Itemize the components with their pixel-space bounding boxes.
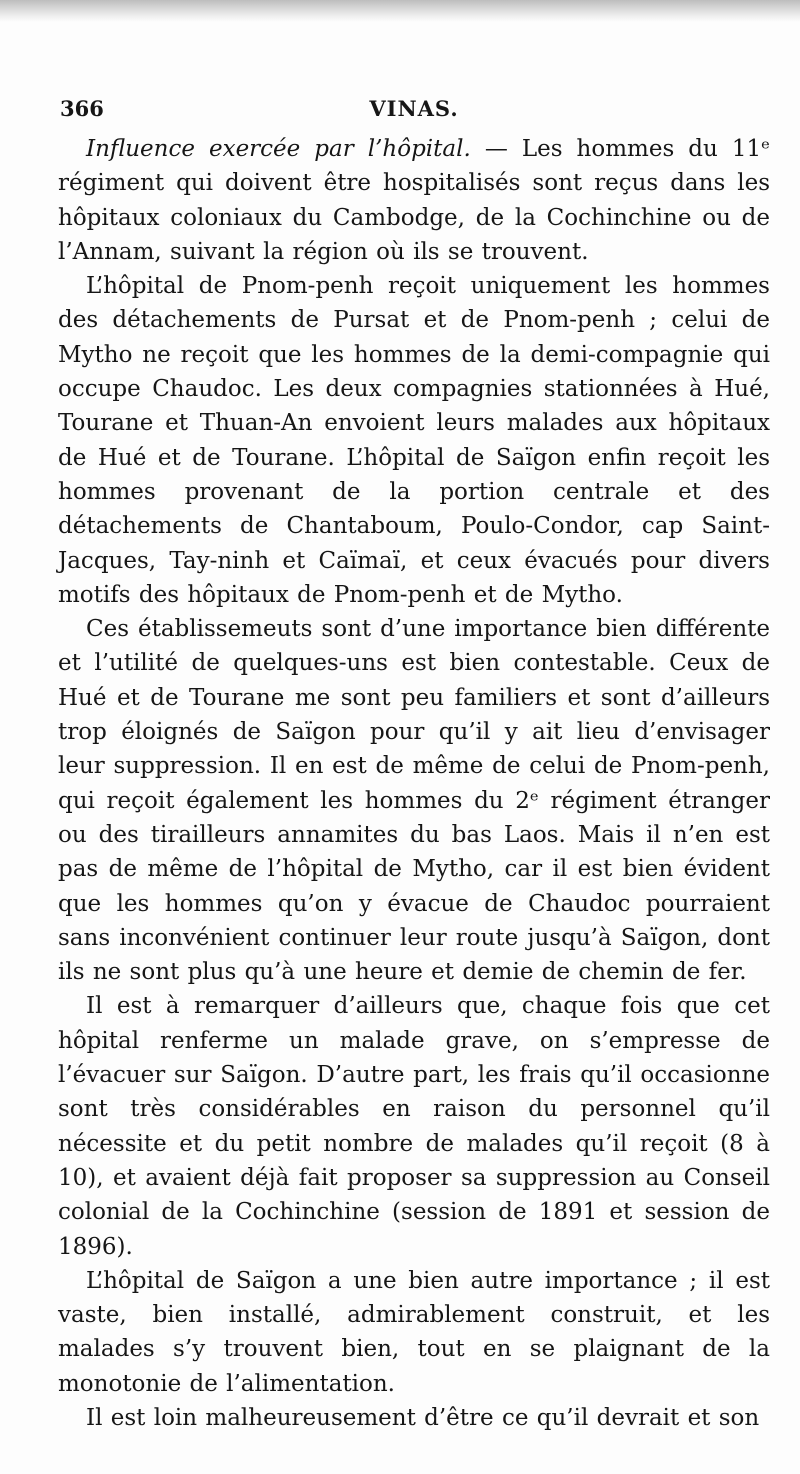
section-lead: Influence exercée par l’hôpital. (86, 136, 471, 162)
paragraph (58, 1264, 770, 1401)
paragraph-text: Il est loin malheureusement d’être ce qu’il devrait et son (86, 1404, 760, 1431)
scan-shadow (0, 0, 800, 22)
paragraph (58, 989, 770, 1263)
paragraph (58, 1401, 770, 1435)
paragraph (58, 132, 770, 269)
body-text (58, 132, 770, 1435)
paragraph-text: L’hôpital de Saïgon a une bien autre importance ; il est vaste, bien installé, admirablement construit, et les malades s’y trouvent bien, tout en se plaignant de la monotonie de l’alimentation. (58, 1267, 770, 1397)
paragraph-text: Ces établissemeuts sont d’une importance bien différente et l’utilité de quelques-uns est bien contestable. Ceux de Hué et de Tourane me sont peu familiers et sont d’ailleurs trop éloignés de Saïgon pour qu’il y ait lieu d’envisager leur suppression. Il en est de même de celui de Pnom-penh, qui reçoit également les hommes du 2ᵉ régiment étranger ou des tirailleurs annamites du bas Laos. Mais il n’en est pas de même de l’hôpital de Mytho, car il est bien évident que les hommes qu’on y évacue de Chaudoc pourraient sans inconvénient continuer leur route jusqu’à Saïgon, dont ils ne sont plus qu’à une heure et demie de chemin de fer. (58, 616, 770, 986)
running-title: VINAS. (369, 96, 459, 121)
paragraph (58, 269, 770, 612)
page-number: 366 (60, 96, 104, 121)
paragraph-text: L’hôpital de Pnom-penh reçoit uniquement les hommes des détachements de Pursat et de Pnom-penh ; celui de Mytho ne reçoit que les hommes de la demi-compagnie qui occupe Chaudoc. Les deux compagnies stationnées à Hué, Tourane et Thuan-An envoient leurs malades aux hôpitaux de Hué et de Tourane. L’hôpital de Saïgon enfin reçoit les hommes provenant de la portion centrale et des détachements de Chantaboum, Poulo-Condor, cap Saint-Jacques, Tay-ninh et Caïmaï, et ceux évacués pour divers motifs des hôpitaux de Pnom-penh et de Mytho. (58, 273, 770, 608)
book-page (58, 88, 770, 1435)
running-head (58, 88, 770, 124)
paragraph (58, 612, 770, 989)
paragraph-text: — Les hommes du 11ᵉ régiment qui doivent être hospitalisés sont reçus dans les hôpitaux coloniaux du Cambodge, de la Cochinchine ou de l’Annam, suivant la région où ils se trouvent. (58, 136, 770, 265)
paragraph-text: Il est à remarquer d’ailleurs que, chaque fois que cet hôpital renferme un malade grave, on s’empresse de l’évacuer sur Saïgon. D’autre part, les frais qu’il occasionne sont très considérables en raison du personnel qu’il nécessite et du petit nombre de malades qu’il reçoit (8 à 10), et avaient déjà fait proposer sa suppression au Conseil colonial de la Cochinchine (session de 1891 et session de 1896). (58, 993, 770, 1260)
